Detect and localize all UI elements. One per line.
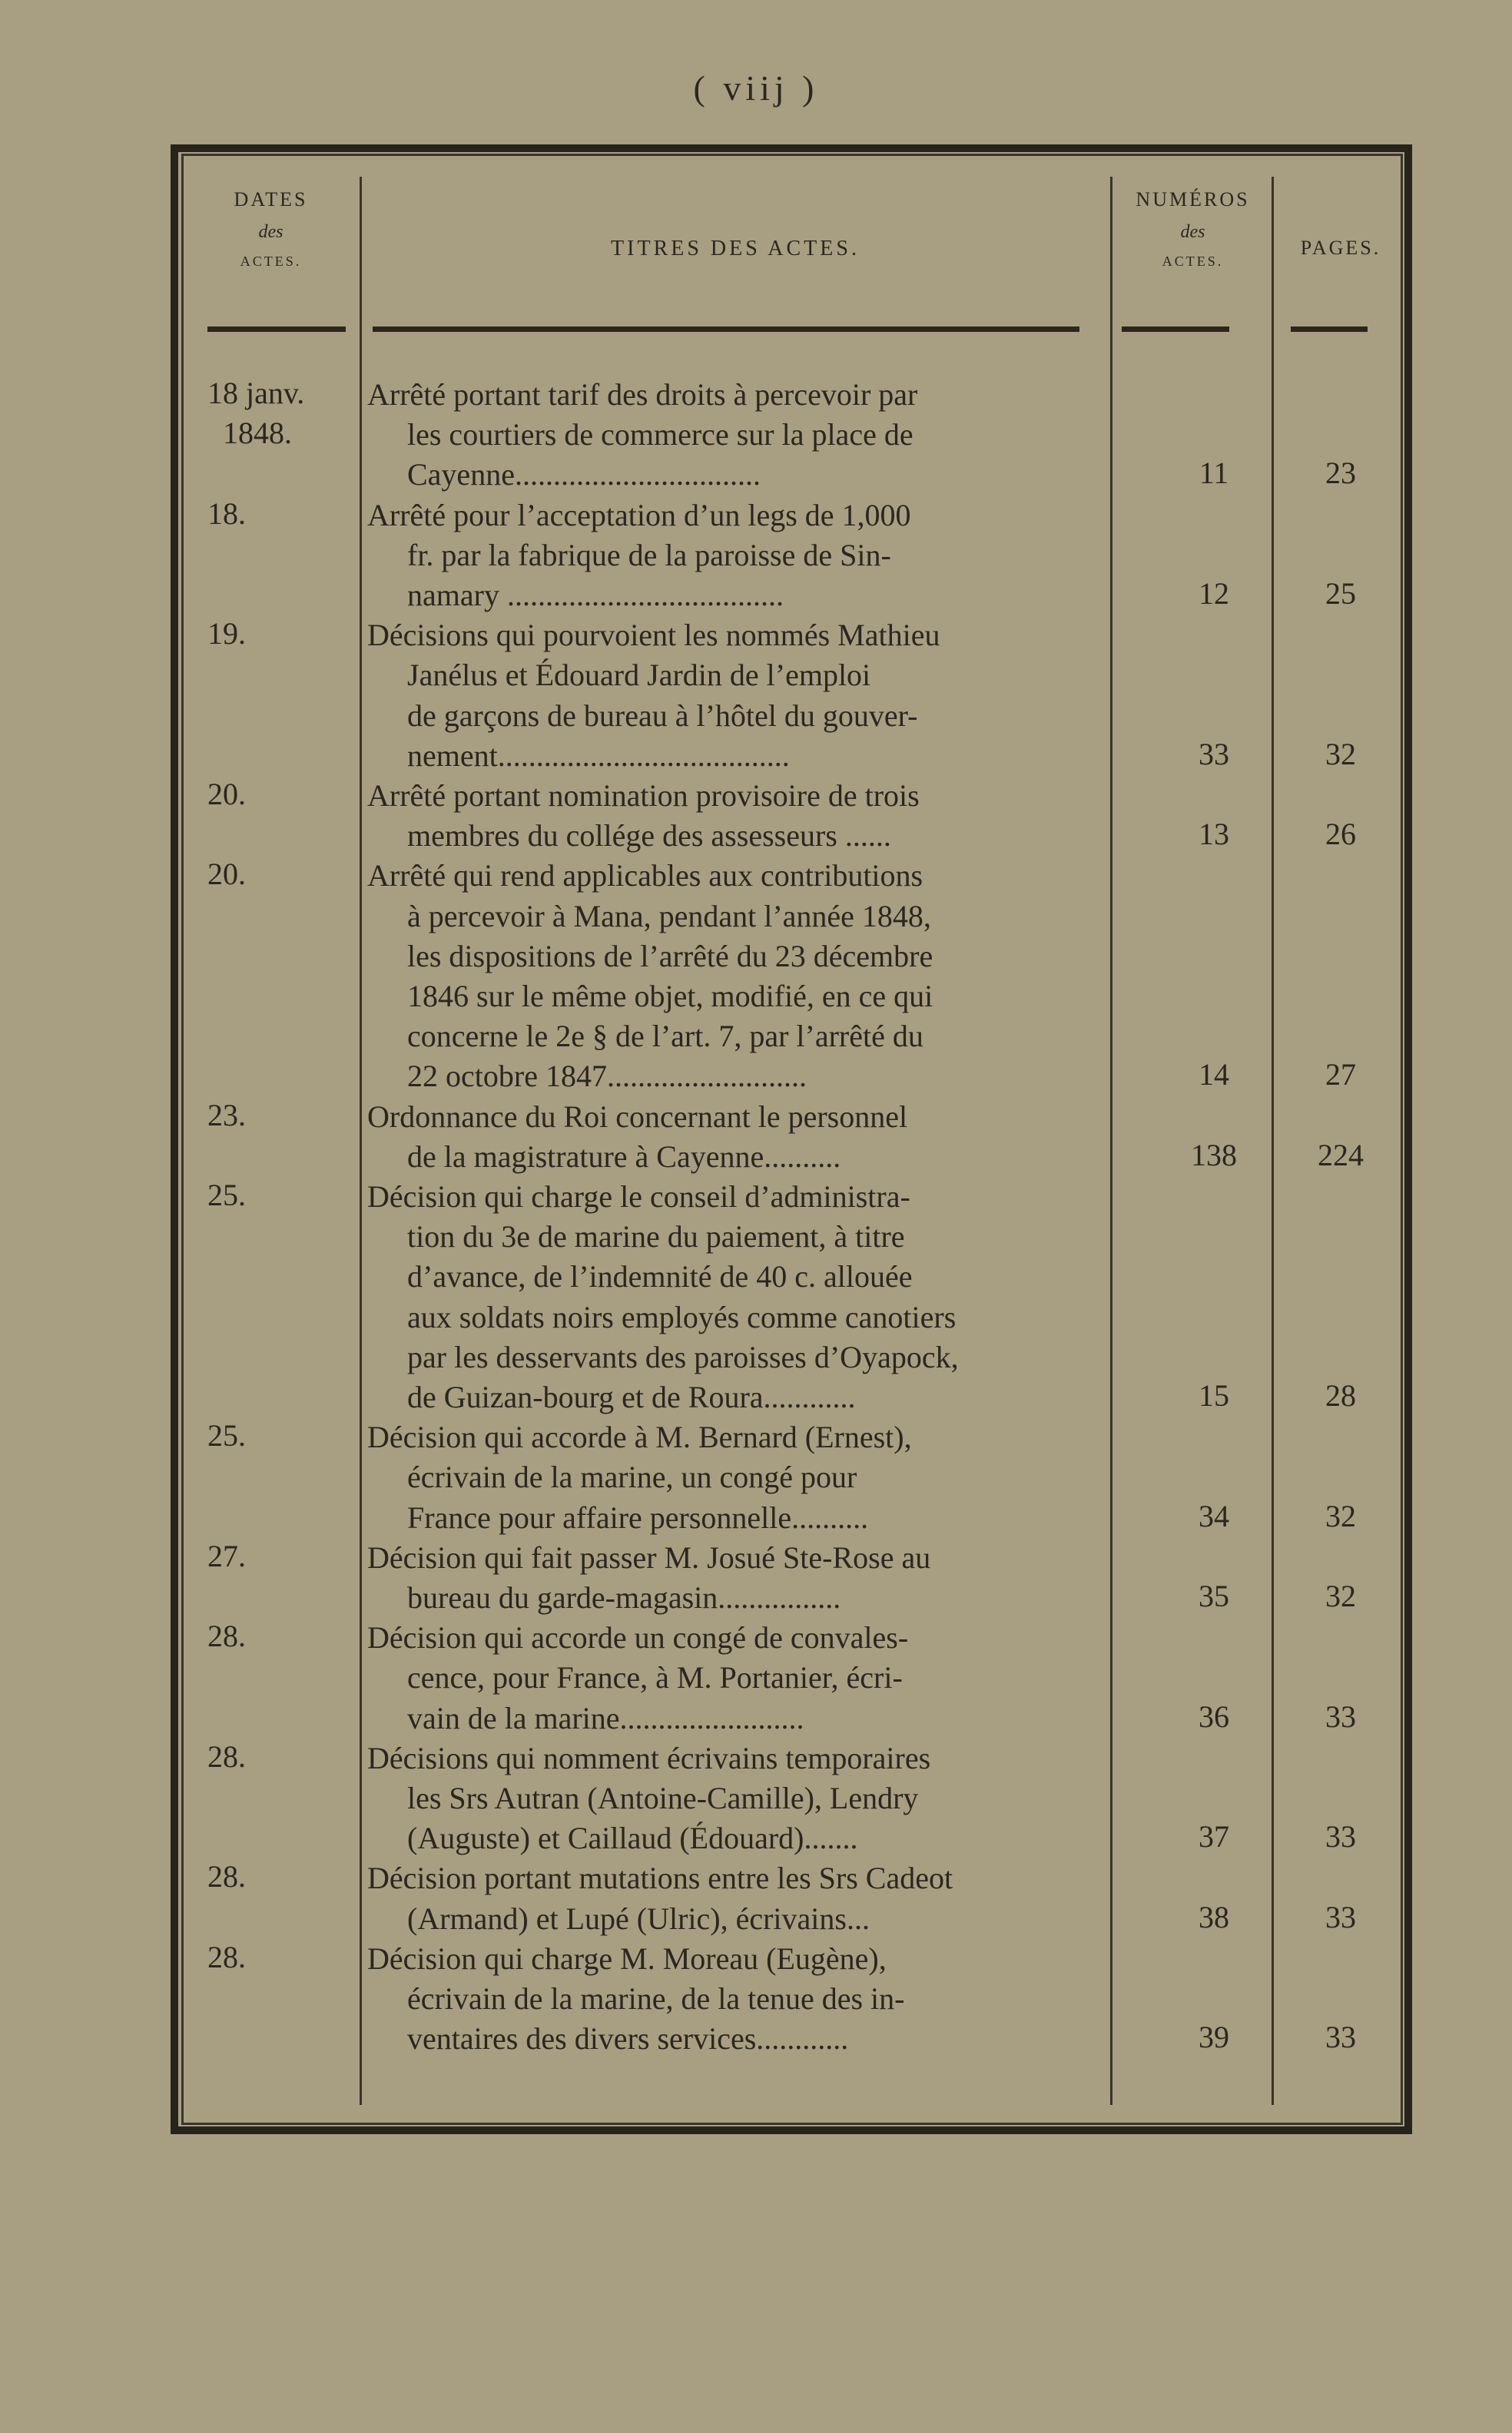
entry-page: 33 — [1325, 1819, 1356, 1855]
entry-title-line: Arrêté portant nomination provisoire de trois — [367, 778, 920, 813]
entry-date: 27. — [207, 1538, 246, 1573]
entry-page: 32 — [1325, 1498, 1356, 1533]
column-divider — [1110, 177, 1112, 2105]
entry-title-line: France pour affaire personnelle.......... — [407, 1500, 869, 1535]
entry-title-line: Janélus et Édouard Jardin de l’emploi — [407, 658, 871, 693]
entry-title-line: tion du 3e de marine du paiement, à titre — [407, 1219, 905, 1255]
entry-page: 26 — [1325, 817, 1356, 852]
entry-title-line: Décision qui charge M. Moreau (Eugène), — [367, 1941, 887, 1976]
entry-title-line: bureau du garde-magasin................ — [407, 1580, 841, 1615]
entry-title-line: les courtiers de commerce sur la place de — [407, 417, 914, 452]
entry-title-line: les dispositions de l’arrêté du 23 décembre — [407, 938, 933, 973]
entry-title-line: Ordonnance du Roi concernant le personnel — [367, 1099, 908, 1134]
entry-title-line: Cayenne................................ — [407, 457, 761, 492]
header-rule — [373, 326, 1079, 332]
entry-page: 33 — [1325, 1899, 1356, 1934]
entry-number: 13 — [1199, 817, 1229, 852]
header-pages: PAGES. — [1300, 237, 1381, 259]
entry-title-line: aux soldats noirs employés comme canotiers — [407, 1299, 957, 1334]
entry-title-line: 22 octobre 1847.......................... — [407, 1059, 807, 1094]
entry-title-line: Arrêté portant tarif des droits à percevoir par — [367, 377, 918, 412]
entry-title-line: (Armand) et Lupé (Ulric), écrivains... — [407, 1901, 870, 1936]
header-numeros: NUMÉROS des ACTES. — [1136, 188, 1250, 269]
entry-date: 28. — [207, 1939, 246, 1974]
entry-date: 23. — [207, 1097, 246, 1132]
entry-date: 18. — [207, 496, 246, 531]
header-rule — [1122, 326, 1229, 332]
header-rule — [207, 326, 346, 332]
entry-page: 32 — [1325, 736, 1356, 771]
entry-title-line: de garçons de bureau à l’hôtel du gouver- — [407, 698, 918, 733]
entry-title-line: Arrêté qui rend applicables aux contributions — [367, 858, 923, 893]
entry-date: 1848. — [223, 416, 292, 451]
entry-title-line: Arrêté pour l’acceptation d’un legs de 1,000 — [367, 497, 911, 532]
entry-title-line: Décision qui charge le conseil d’administra- — [367, 1179, 910, 1214]
entry-title-line: (Auguste) et Caillaud (Édouard)....... — [407, 1821, 858, 1856]
entry-title-line: d’avance, de l’indemnité de 40 c. allouée — [407, 1259, 913, 1294]
entry-date: 28. — [207, 1859, 246, 1894]
entry-number: 15 — [1199, 1378, 1229, 1413]
entry-number: 12 — [1199, 576, 1229, 611]
entry-number: 138 — [1191, 1137, 1237, 1172]
entry-number: 35 — [1199, 1579, 1229, 1613]
entry-page: 27 — [1325, 1057, 1356, 1092]
entry-title-line: 1846 sur le même objet, modifié, en ce qui — [407, 979, 933, 1013]
entry-date: 28. — [207, 1619, 246, 1654]
entry-title-line: Décisions qui nomment écrivains temporaires — [367, 1740, 931, 1775]
entry-title-line: Décision qui accorde un congé de convales- — [367, 1620, 909, 1656]
entry-title-line: écrivain de la marine, de la tenue des in- — [407, 1981, 905, 2016]
entry-title-line: à percevoir à Mana, pendant l’année 1848, — [407, 898, 931, 933]
entry-title-line: les Srs Autran (Antoine-Camille), Lendry — [407, 1781, 919, 1815]
header-dates: DATES des ACTES. — [234, 188, 308, 269]
entry-title-line: cence, pour France, à M. Portanier, écri- — [407, 1660, 903, 1695]
entry-date: 18 janv. — [207, 376, 305, 410]
entry-title-line: concerne le 2e § de l’art. 7, par l’arrêté du — [407, 1019, 923, 1054]
entry-number: 39 — [1199, 2020, 1229, 2055]
entry-number: 14 — [1199, 1057, 1229, 1092]
entry-number: 11 — [1199, 456, 1229, 491]
entry-page: 33 — [1325, 1699, 1356, 1734]
entry-title-line: Décision portant mutations entre les Srs Cadeot — [367, 1861, 953, 1896]
page-number: ( viij ) — [693, 68, 819, 108]
entry-title-line: écrivain de la marine, un congé pour — [407, 1460, 857, 1495]
entry-page: 33 — [1325, 2020, 1356, 2055]
entry-number: 36 — [1199, 1699, 1229, 1734]
entry-title-line: ventaires des divers services............ — [407, 2021, 849, 2057]
entry-page: 224 — [1318, 1137, 1364, 1172]
entry-number: 37 — [1199, 1819, 1229, 1855]
entry-date: 20. — [207, 777, 246, 811]
entry-date: 25. — [207, 1418, 246, 1454]
entry-page: 23 — [1325, 456, 1356, 491]
entry-title-line: Décisions qui pourvoient les nommés Mathieu — [367, 618, 940, 653]
entry-title-line: Décision qui accorde à M. Bernard (Ernest), — [367, 1420, 912, 1455]
entry-title-line: par les desservants des paroisses d’Oyapock, — [407, 1339, 959, 1374]
entry-title-line: namary .................................... — [407, 578, 784, 612]
entry-number: 34 — [1199, 1498, 1229, 1533]
entry-title-line: nement...................................... — [407, 738, 790, 773]
entry-title-line: de Guizan-bourg et de Roura............ — [407, 1380, 856, 1414]
entry-date: 25. — [207, 1178, 246, 1212]
entry-number: 33 — [1199, 736, 1229, 771]
entry-title-line: vain de la marine........................ — [407, 1700, 804, 1735]
entry-page: 25 — [1325, 576, 1356, 611]
entry-page: 28 — [1325, 1378, 1356, 1413]
entry-title-line: Décision qui fait passer M. Josué Ste-Rose au — [367, 1540, 931, 1575]
entry-date: 20. — [207, 857, 246, 892]
header-rule — [1291, 326, 1368, 332]
entry-title-line: membres du collége des assesseurs ...... — [407, 818, 891, 854]
entry-title-line: de la magistrature à Cayenne.......... — [407, 1139, 841, 1174]
entry-number: 38 — [1199, 1899, 1229, 1934]
entry-date: 19. — [207, 616, 246, 651]
column-divider — [360, 177, 362, 2105]
entry-title-line: fr. par la fabrique de la paroisse de Sin- — [407, 537, 891, 572]
header-titles: TITRES DES ACTES. — [611, 237, 860, 260]
entry-date: 28. — [207, 1739, 246, 1774]
entry-page: 32 — [1325, 1579, 1356, 1613]
